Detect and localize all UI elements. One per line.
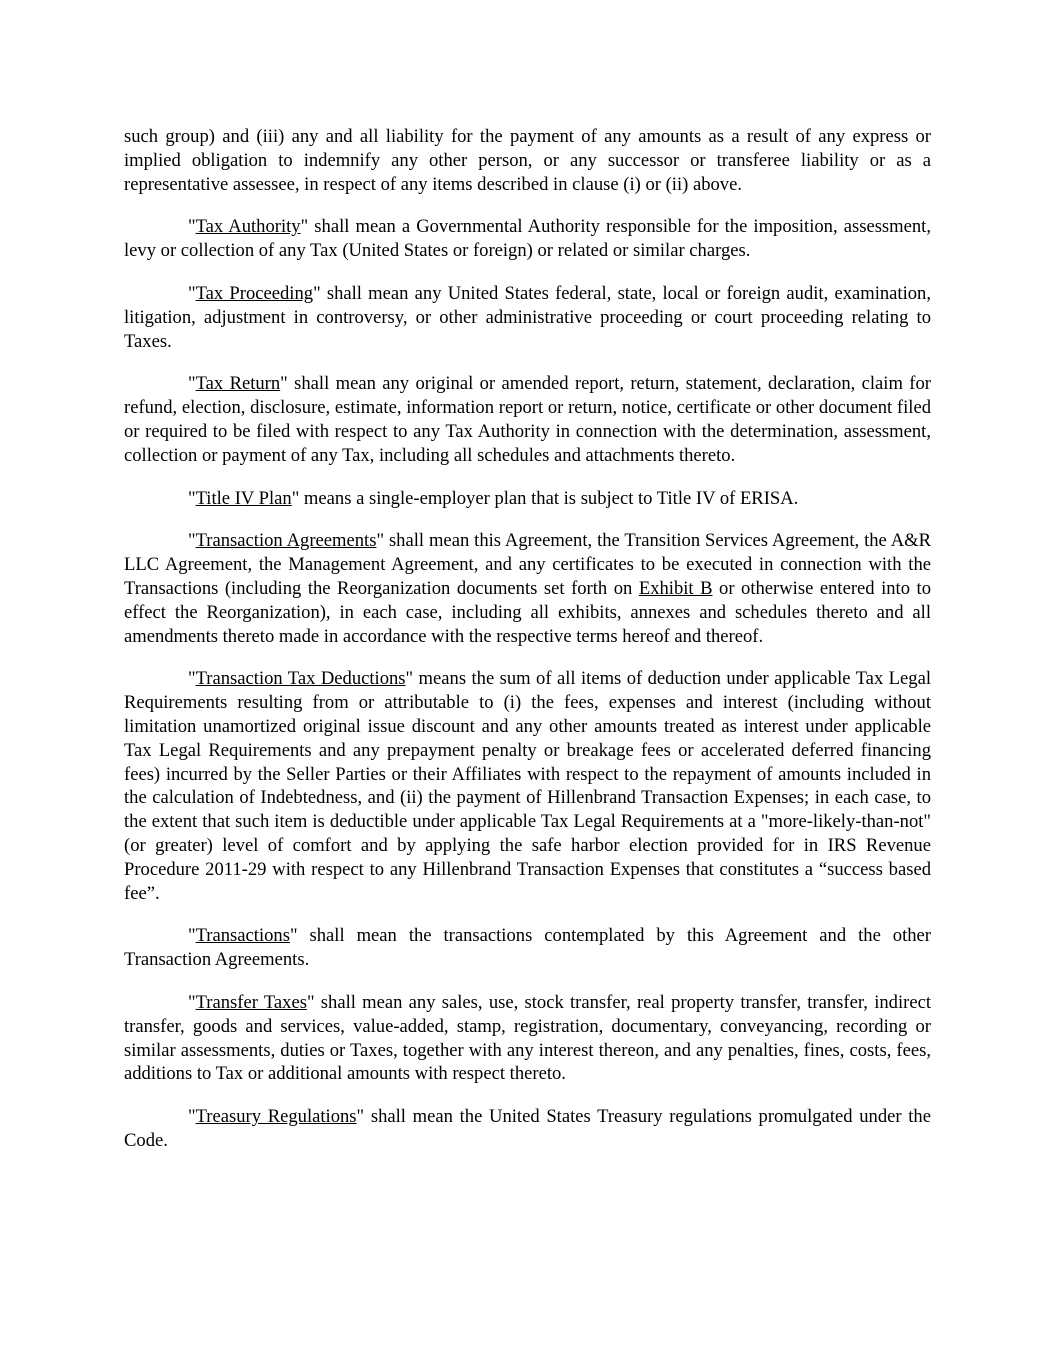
- defined-term: Tax Authority: [195, 216, 301, 238]
- definition-transfer-taxes: "Transfer Taxes" shall mean any sales, use, stock transfer, real property transfer, transfer, indirect transfer, goods and services, value-added, stamp, registration, documentary, conveyancing, recording or similar assessments, duties or Taxes, together with any interest thereon, and any penalties, fines, costs, fees, additions to Tax or additional amounts with respect thereto.: [124, 991, 931, 1085]
- document-page: [124, 125, 931, 1172]
- definition-tax-return: "Tax Return" shall mean any original or amended report, return, statement, declaration, claim for refund, election, disclosure, estimate, information report or return, notice, certificate or other document filed or required to be filed with respect to any Tax Authority in connection with the determination, assessment, collection or payment of any Tax, including all schedules and attachments thereto.: [124, 373, 931, 466]
- defined-term: Treasury Regulations: [195, 1106, 357, 1128]
- defined-term: Tax Return: [195, 373, 281, 395]
- definition-text: " shall mean the United States Treasury regulations promulgated under the Code.: [124, 1106, 931, 1151]
- definition-title-iv-plan: "Title IV Plan" means a single-employer plan that is subject to Title IV of ERISA.: [188, 487, 799, 509]
- definition-transaction-agreements: "Transaction Agreements" shall mean this Agreement, the Transition Services Agreement, the A&R LLC Agreement, the Management Agreement, and any certificates to be executed in connection with the Transactions (including the Reorganization documents set forth on Exhibit B or otherwise entered into to effect the Reorganization), in each case, including all exhibits, annexes and schedules thereto and all amendments thereto made in accordance with the respective terms hereof and thereof.: [124, 530, 931, 647]
- definition-text: " shall mean this Agreement, the Transition Services Agreement, the A&R LLC Agreement, the Management Agreement, and any certificates to be executed in connection with the Transactions (including the Reorganization documents set forth on: [124, 530, 931, 599]
- exhibit-reference: Exhibit B: [638, 577, 713, 599]
- defined-term: Tax Proceeding: [195, 282, 314, 304]
- definition-text: " shall mean the transactions contemplated by this Agreement and the other Transaction Agreements.: [124, 925, 931, 971]
- definition-text: " means a single-employer plan that is subject to Title IV of ERISA.: [291, 487, 799, 509]
- definition-tax-authority: "Tax Authority" shall mean a Governmental Authority responsible for the imposition, assessment, levy or collection of any Tax (United States or foreign) or related or similar charges.: [124, 216, 931, 262]
- defined-term: Transactions: [195, 925, 290, 947]
- definition-tax-proceeding: "Tax Proceeding" shall mean any United States federal, state, local or foreign audit, examination, litigation, adjustment in controversy, or other administrative proceeding or court proceeding relating to Taxes.: [124, 282, 932, 352]
- definition-transactions: "Transactions" shall mean the transactions contemplated by this Agreement and the other Transaction Agreements.: [124, 925, 931, 971]
- defined-term: Title IV Plan: [195, 487, 292, 509]
- definition-treasury-regulations: "Treasury Regulations" shall mean the United States Treasury regulations promulgated under the Code.: [124, 1106, 931, 1151]
- defined-term: Transaction Agreements: [195, 530, 377, 552]
- definition-transaction-tax-deductions: "Transaction Tax Deductions" means the sum of all items of deduction under applicable Tax Legal Requirements resulting from or attributable to (i) the fees, expenses and interest (including without limitation unamortized original issue discount and any other amounts treated as interest under applicable Tax Legal Requirements and any prepayment penalty or breakage fees or accelerated deferred financing fees) incurred by the Seller Parties or their Affiliates with respect to the repayment of amounts included in the calculation of Indebtedness, and (ii) the payment of Hillenbrand Transaction Expenses; in each case, to the extent that such item is deductible under applicable Tax Legal Requirements at a "more-likely-than-not" (or greater) level of comfort and by applying the safe harbor election provided for in IRS Revenue Procedure 2011-29 with respect to any Hillenbrand Transaction Expenses that constitutes a “success based fee”.: [124, 668, 931, 904]
- defined-term: Transfer Taxes: [195, 991, 307, 1013]
- definition-text: " shall mean any original or amended report, return, statement, declaration, claim for refund, election, disclosure, estimate, information report or return, notice, certificate or other document filed or required to be filed with respect to any Tax Authority in connection with the determination, assessment, collection or payment of any Tax, including all schedules and attachments thereto.: [124, 373, 931, 466]
- tax-definition-continuation: [124, 125, 931, 196]
- definition-text: " shall mean a Governmental Authority responsible for the imposition, assessment, levy or collection of any Tax (United States or foreign) or related or similar charges.: [124, 216, 931, 262]
- definition-text: " means the sum of all items of deduction under applicable Tax Legal Requirements resulting from or attributable to (i) the fees, expenses and interest (including without limitation unamortized original issue discount and any other amounts treated as interest under applicable Tax Legal Requirements and any prepayment penalty or breakage fees or accelerated deferred financing fees) incurred by the Seller Parties or their Affiliates with respect to the repayment of amounts included in the calculation of Indebtedness, and (ii) the payment of Hillenbrand Transaction Expenses; in each case, to the extent that such item is deductible under applicable Tax Legal Requirements at a "more-likely-than-not" (or greater) level of comfort and by applying the safe harbor election provided for in IRS Revenue Procedure 2011-29 with respect to any Hillenbrand Transaction Expenses that constitutes a “success based fee”.: [124, 668, 931, 904]
- defined-term: Transaction Tax Deductions: [195, 668, 406, 690]
- paragraph-text: such group) and (iii) any and all liability for the payment of any amounts as a result of any express or implied obligation to indemnify any other person, or any successor or transferee liability or as a representative assessee, in respect of any items described in clause (i) or (ii) above.: [124, 126, 931, 195]
- definition-text: " shall mean any sales, use, stock transfer, real property transfer, transfer, indirect transfer, goods and services, value-added, stamp, registration, documentary, conveyancing, recording or similar assessments, duties or Taxes, together with any interest thereon, and any penalties, fines, costs, fees, additions to Tax or additional amounts with respect thereto.: [124, 991, 931, 1085]
- definition-text-continued: or otherwise entered into to effect the Reorganization), in each case, including all exhibits, annexes and schedules thereto and all amendments thereto made in accordance with the respective terms hereof and thereof.: [124, 577, 931, 647]
- definition-text: " shall mean any United States federal, state, local or foreign audit, examination, litigation, adjustment in controversy, or other administrative proceeding or court proceeding relating to Taxes.: [124, 282, 932, 352]
